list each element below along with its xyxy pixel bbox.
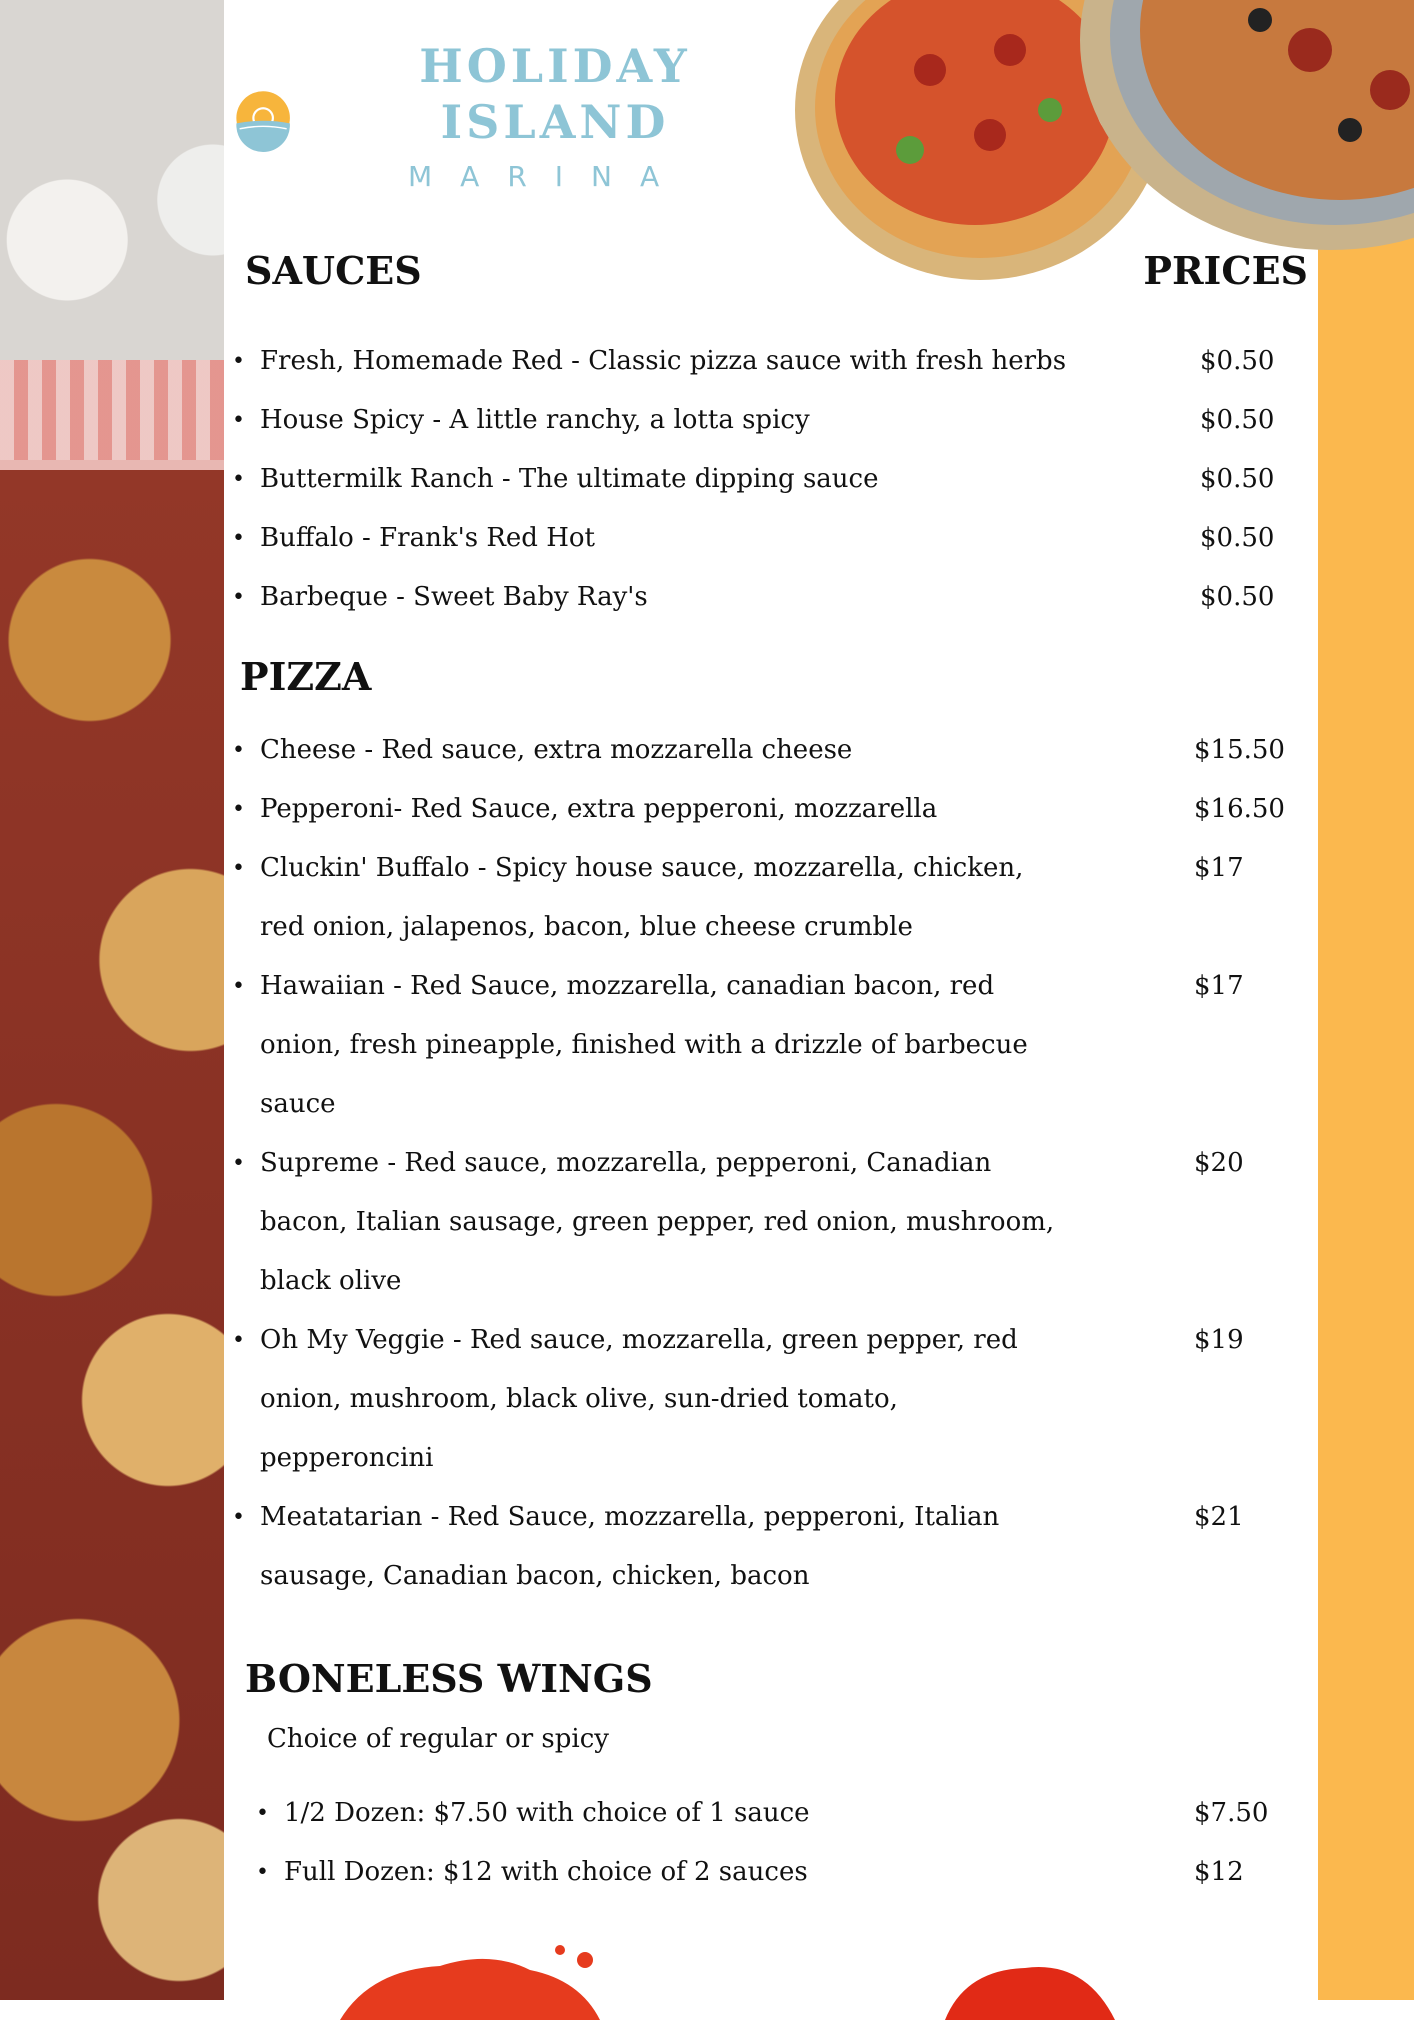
price: $0.50: [1200, 582, 1275, 612]
logo-line-3: MARINA: [408, 160, 688, 193]
wings-note: Choice of regular or spicy: [267, 1724, 609, 1754]
list-item: • Full Dozen: $12 with choice of 2 sauces $12: [284, 1843, 1304, 1902]
sauces-list: [232, 332, 1280, 627]
price: $16.50: [1194, 794, 1285, 824]
accent-band: [1318, 200, 1414, 2000]
list-item: • Cluckin' Buffalo - Spicy house sauce, mozzarella, chicken, red onion, jalapenos, bacon, blue cheese crumble $17: [260, 839, 1280, 957]
list-item: • Cheese - Red sauce, extra mozzarella cheese $15.50: [260, 721, 1280, 780]
price: $0.50: [1200, 464, 1275, 494]
boneless-wings-heading: BONELESS WINGS: [245, 1656, 653, 1701]
logo-icon: [236, 38, 406, 198]
pizza-photo: [790, 0, 1414, 280]
list-item: • Supreme - Red sauce, mozzarella, pepperoni, Canadian bacon, Italian sausage, green pepper, red onion, mushroom, black olive $20: [260, 1134, 1280, 1311]
price: $19: [1194, 1325, 1244, 1355]
boneless-wings-photo: [0, 0, 224, 2000]
list-item: • Fresh, Homemade Red - Classic pizza sauce with fresh herbs $0.50: [260, 332, 1280, 391]
list-item: • Buttermilk Ranch - The ultimate dipping sauce $0.50: [260, 450, 1280, 509]
logo-wordmark: [410, 38, 700, 150]
wings-list: [256, 1784, 1304, 1902]
price: $0.50: [1200, 346, 1275, 376]
price: $17: [1194, 971, 1244, 1001]
prices-heading: PRICES: [1143, 248, 1308, 293]
price: $20: [1194, 1148, 1244, 1178]
pizza-heading: PIZZA: [240, 654, 372, 699]
price: $21: [1194, 1502, 1244, 1532]
price: $7.50: [1194, 1798, 1269, 1828]
price: $12: [1194, 1857, 1244, 1887]
list-item: • Barbeque - Sweet Baby Ray's $0.50: [260, 568, 1280, 627]
sauce-splash-left: [330, 1940, 610, 2020]
list-item: • 1/2 Dozen: $7.50 with choice of 1 sauce $7.50: [284, 1784, 1304, 1843]
sauces-heading: SAUCES: [245, 248, 422, 293]
logo-line-1: HOLIDAY: [419, 39, 691, 93]
price: $0.50: [1200, 523, 1275, 553]
list-item: • House Spicy - A little ranchy, a lotta spicy $0.50: [260, 391, 1280, 450]
list-item: • Buffalo - Frank's Red Hot $0.50: [260, 509, 1280, 568]
list-item: • Pepperoni- Red Sauce, extra pepperoni, mozzarella $16.50: [260, 780, 1280, 839]
checkered-paper: [0, 360, 224, 460]
list-item: • Meatatarian - Red Sauce, mozzarella, pepperoni, Italian sausage, Canadian bacon, chicken, bacon $21: [260, 1488, 1280, 1606]
price: $17: [1194, 853, 1244, 883]
logo-line-2: ISLAND: [440, 95, 670, 149]
price: $0.50: [1200, 405, 1275, 435]
price: $15.50: [1194, 735, 1285, 765]
list-item: • Hawaiian - Red Sauce, mozzarella, canadian bacon, red onion, fresh pineapple, finished with a drizzle of barbecue sauce $17: [260, 957, 1280, 1134]
sauce-splash-right: [935, 1950, 1135, 2020]
list-item: • Oh My Veggie - Red sauce, mozzarella, green pepper, red onion, mushroom, black olive, sun-dried tomato, pepperoncini $19: [260, 1311, 1280, 1488]
pizza-list: [232, 721, 1285, 1606]
